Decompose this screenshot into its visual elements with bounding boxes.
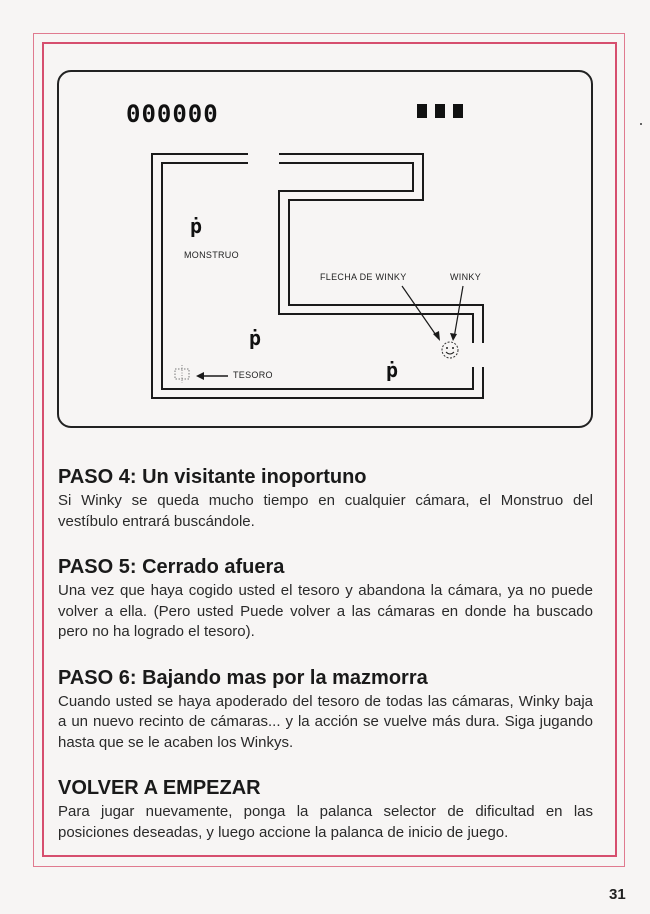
step-body: Para jugar nuevamente, ponga la palanca selector de dificultad en las posiciones deseadas, y luego accione la palanca de inicio de juego.: [58, 803, 593, 841]
restart-section: [58, 776, 593, 843]
winky-pointer: [454, 286, 463, 338]
step-6-section: [58, 666, 593, 754]
monster-icon: ṗ: [386, 358, 399, 382]
step-body: Una vez que haya cogido usted el tesoro y abandona la cámara, ya no puede volver a ella. (Pero usted Puede volver a las cámaras en donde ha buscado pero no ha logrado el tesoro).: [58, 582, 593, 640]
step-body: Cuando usted se haya apoderado del tesoro de todas las cámaras, Winky baja a un nuevo recinto de cámaras... y la acción se vuelve más dura. Siga jugando hasta que se le acaben los Winkys.: [58, 692, 593, 751]
treasure-arrowhead: [196, 372, 204, 380]
monster-icon: ṗ: [190, 214, 203, 238]
step-heading: PASO 5: Cerrado afuera: [58, 556, 285, 578]
winky-arrow-pointer: [402, 286, 438, 338]
step-body: Si Winky se queda mucho tiempo en cualquier cámara, el Monstruo del vestíbulo entrará buscándole.: [58, 492, 593, 530]
life-marker: [417, 104, 427, 118]
step-heading: PASO 6: Bajando mas por la mazmorra: [58, 666, 428, 689]
winky-icon: [442, 342, 458, 358]
life-marker: [453, 104, 463, 118]
lives-indicator: [417, 104, 463, 118]
step-4-section: [58, 465, 593, 532]
instructions-text: [58, 465, 593, 866]
treasure-label: TESORO: [233, 370, 273, 380]
room-inner-wall-left: [162, 163, 473, 389]
step-heading: VOLVER A EMPEZAR: [58, 777, 261, 799]
winky-arrow-label: FLECHA DE WINKY: [320, 272, 407, 282]
step-5-section: [58, 555, 593, 643]
monster-label: MONSTRUO: [184, 250, 239, 260]
winky-pointer-head: [450, 333, 457, 341]
page-number: 31: [609, 886, 626, 903]
step-heading: PASO 4: Un visitante inoportuno: [58, 466, 367, 488]
score-display: 000000: [126, 100, 219, 128]
life-marker: [435, 104, 445, 118]
corridor-inner: [279, 163, 473, 343]
monster-icon: ṗ: [249, 326, 262, 350]
winky-label: WINKY: [450, 272, 482, 282]
treasure-icon: [175, 365, 189, 383]
